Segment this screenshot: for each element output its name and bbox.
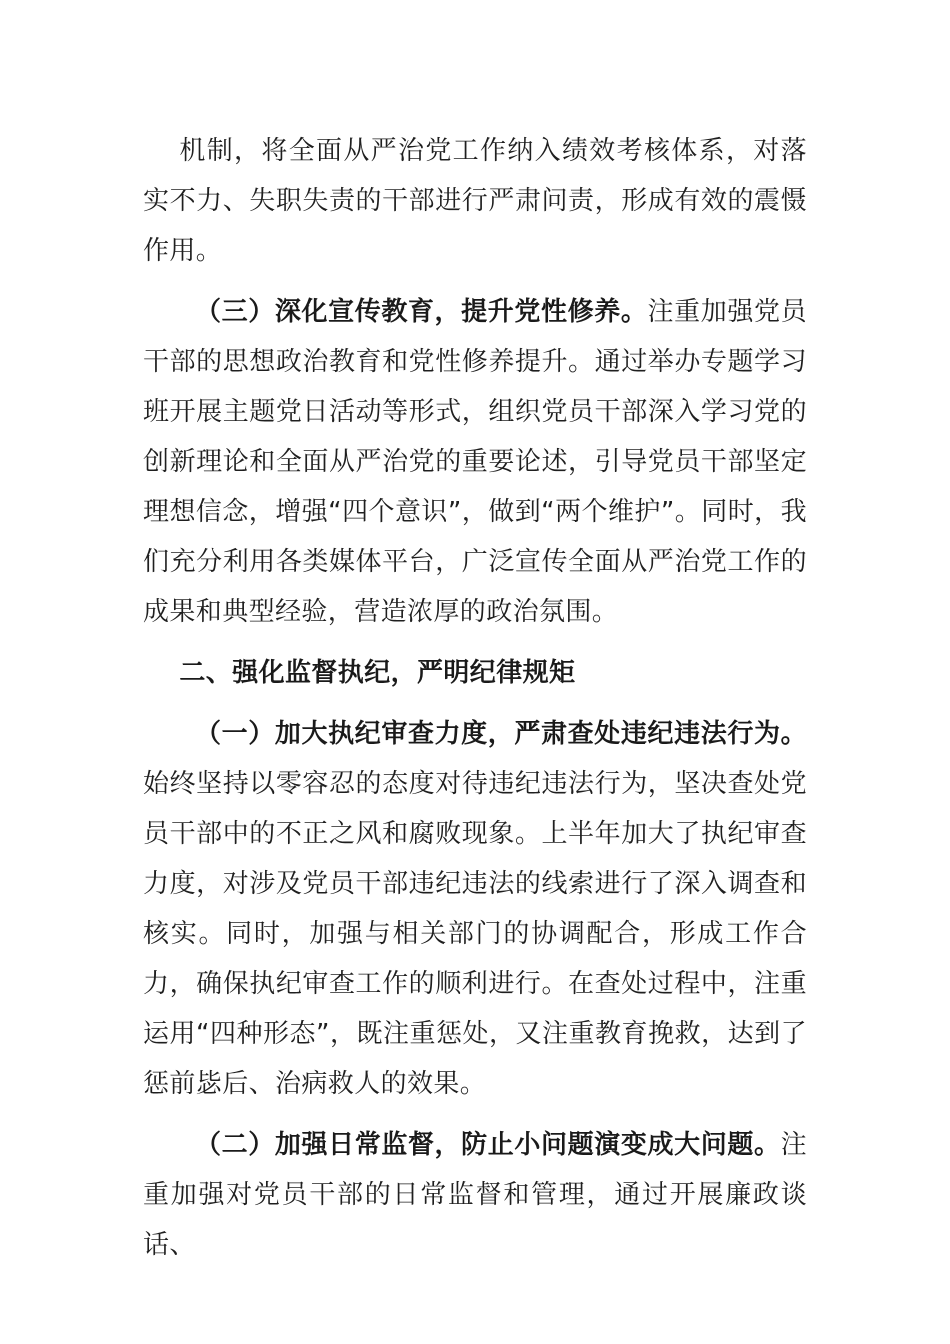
document-body bbox=[143, 126, 807, 1281]
paragraph-text: 始终坚持以零容忍的态度对待违纪违法行为，坚决查处党员干部中的不正之风和腐败现象。上半年加大了执纪审查力度，对涉及党员干部违纪违法的线索进行了深入调查和核实。同时，加强与相关部门的协调配合，形成工作合力，确保执纪审查工作的顺利进行。在查处过程中，注重运用“四种形态”，既注重惩处，又注重教育挽救，达到了惩前毖后、治病救人的效果。 bbox=[143, 769, 807, 1099]
paragraph-daily-supervision bbox=[143, 1120, 807, 1270]
paragraph-propaganda-education bbox=[143, 287, 807, 637]
paragraph-text: 注重加强对党员干部的日常监督和管理，通过开展廉政谈话、 bbox=[143, 1130, 807, 1260]
paragraph-discipline-review bbox=[143, 709, 807, 1109]
paragraph-text: 注重加强党员干部的思想政治教育和党性修养提升。通过举办专题学习班开展主题党日活动等形式，组织党员干部深入学习党的创新理论和全面从严治党的重要论述，引导党员干部坚定理想信念，增强“四个意识”，做到“两个维护”。同时，我们充分利用各类媒体平台，广泛宣传全面从严治党工作的成果和典型经验，营造浓厚的政治氛围。 bbox=[143, 297, 807, 627]
section-heading: 二、强化监督执纪，严明纪律规矩 bbox=[179, 658, 576, 688]
paragraph-mechanism bbox=[143, 126, 807, 276]
paragraph-text: 机制，将全面从严治党工作纳入绩效考核体系，对落实不力、失职失责的干部进行严肃问责，形成有效的震慑作用。 bbox=[143, 136, 807, 266]
paragraph-lead: （一）加大执纪审查力度，严肃查处违纪违法行为。 bbox=[195, 719, 807, 749]
paragraph-lead: （三）深化宣传教育，提升党性修养。 bbox=[195, 297, 648, 327]
paragraph-lead: （二）加强日常监督，防止小问题演变成大问题。 bbox=[195, 1130, 781, 1160]
